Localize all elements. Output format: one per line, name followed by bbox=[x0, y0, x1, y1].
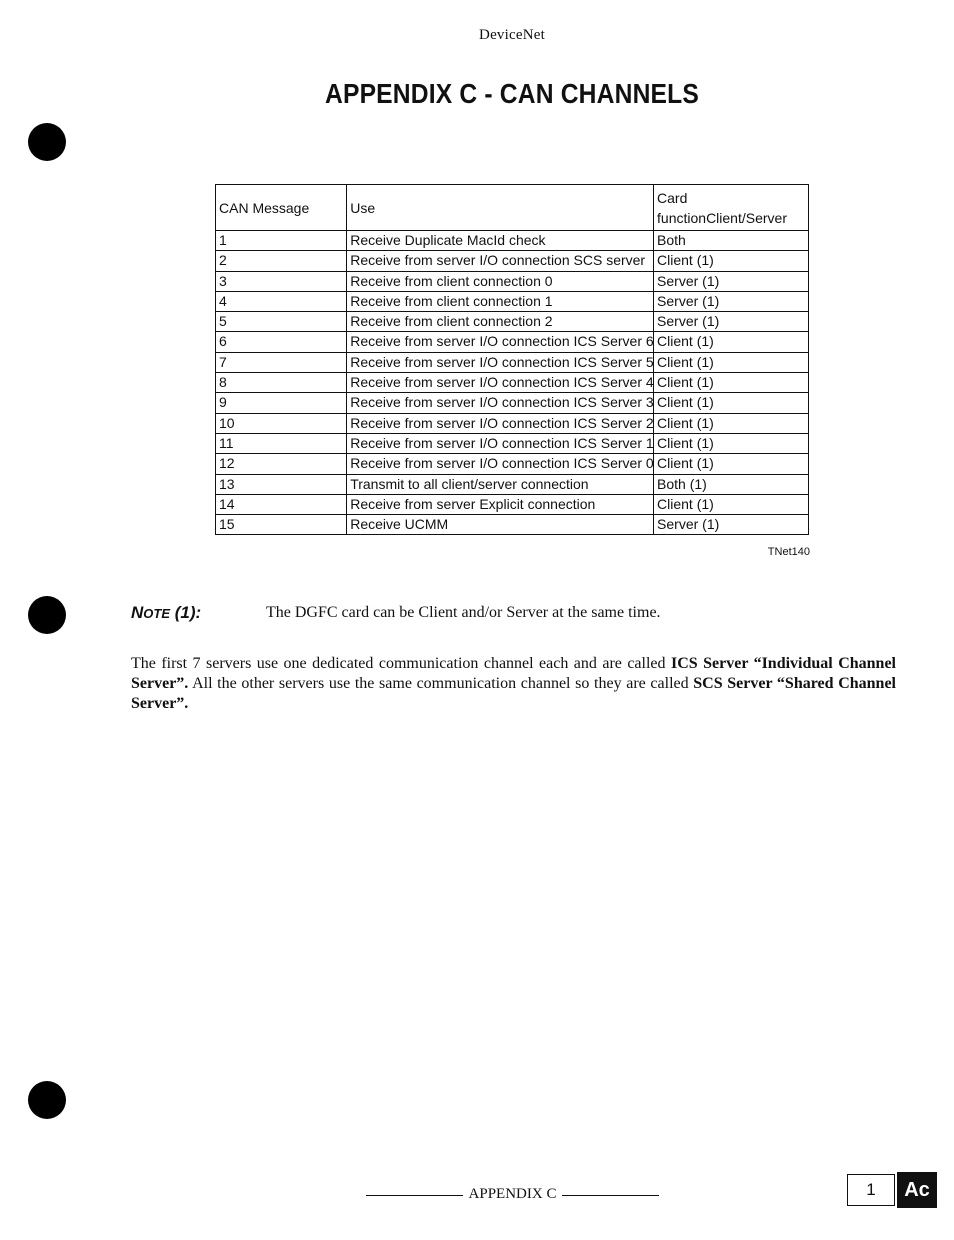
cell-card-function: Server (1) bbox=[654, 515, 809, 535]
cell-can-message: 12 bbox=[216, 454, 347, 474]
header-can-message: CAN Message bbox=[216, 185, 347, 231]
table-row bbox=[216, 413, 809, 433]
cell-use: Receive UCMM bbox=[347, 515, 654, 535]
table-row bbox=[216, 515, 809, 535]
cell-card-function: Client (1) bbox=[654, 251, 809, 271]
cell-use: Receive from server I/O connection ICS Server 1 bbox=[347, 433, 654, 453]
table-row bbox=[216, 454, 809, 474]
cell-use: Receive from server I/O connection ICS Server 3 bbox=[347, 393, 654, 413]
footer-rule-left bbox=[366, 1195, 463, 1196]
table-reference: TNet140 bbox=[767, 546, 810, 558]
cell-use: Receive from server I/O connection ICS Server 0 bbox=[347, 454, 654, 474]
cell-use: Transmit to all client/server connection bbox=[347, 474, 654, 494]
table-row bbox=[216, 494, 809, 514]
para-text-2: All the other servers use the same communication channel so they are called bbox=[188, 675, 694, 692]
cell-card-function: Client (1) bbox=[654, 413, 809, 433]
cell-can-message: 3 bbox=[216, 271, 347, 291]
cell-can-message: 15 bbox=[216, 515, 347, 535]
binder-hole-top bbox=[28, 123, 66, 161]
cell-card-function: Server (1) bbox=[654, 271, 809, 291]
note-label-suffix: (1): bbox=[170, 603, 202, 622]
table-row bbox=[216, 312, 809, 332]
cell-use: Receive from client connection 1 bbox=[347, 291, 654, 311]
table-row bbox=[216, 433, 809, 453]
cell-can-message: 6 bbox=[216, 332, 347, 352]
cell-use: Receive from server I/O connection ICS Server 6 bbox=[347, 332, 654, 352]
header-card-line2: functionClient/Server bbox=[657, 209, 787, 226]
cell-can-message: 2 bbox=[216, 251, 347, 271]
cell-card-function: Client (1) bbox=[654, 332, 809, 352]
cell-use: Receive from client connection 2 bbox=[347, 312, 654, 332]
header-use: Use bbox=[347, 185, 654, 231]
note-text: The DGFC card can be Client and/or Server at the same time. bbox=[266, 604, 661, 621]
cell-can-message: 4 bbox=[216, 291, 347, 311]
table-row bbox=[216, 291, 809, 311]
table-row bbox=[216, 474, 809, 494]
cell-use: Receive Duplicate MacId check bbox=[347, 231, 654, 251]
cell-use: Receive from server Explicit connection bbox=[347, 494, 654, 514]
table-body bbox=[216, 231, 809, 535]
cell-card-function: Client (1) bbox=[654, 352, 809, 372]
cell-use: Receive from server I/O connection ICS Server 4 bbox=[347, 373, 654, 393]
cell-use: Receive from server I/O connection ICS Server 2 bbox=[347, 413, 654, 433]
cell-card-function: Client (1) bbox=[654, 454, 809, 474]
cell-card-function: Server (1) bbox=[654, 312, 809, 332]
cell-card-function: Both bbox=[654, 231, 809, 251]
cell-can-message: 9 bbox=[216, 393, 347, 413]
cell-can-message: 13 bbox=[216, 474, 347, 494]
cell-can-message: 8 bbox=[216, 373, 347, 393]
cell-can-message: 7 bbox=[216, 352, 347, 372]
cell-card-function: Client (1) bbox=[654, 393, 809, 413]
table-row bbox=[216, 251, 809, 271]
page-title: APPENDIX C - CAN CHANNELS bbox=[324, 78, 700, 109]
cell-card-function: Both (1) bbox=[654, 474, 809, 494]
running-header: DeviceNet bbox=[479, 27, 545, 43]
cell-can-message: 10 bbox=[216, 413, 347, 433]
header-card-line1: Card bbox=[657, 189, 688, 206]
cell-can-message: 14 bbox=[216, 494, 347, 514]
cell-use: Receive from client connection 0 bbox=[347, 271, 654, 291]
cell-card-function: Client (1) bbox=[654, 433, 809, 453]
para-bold-ics: ICS Server “Individual Channel Server”. bbox=[131, 655, 896, 692]
table-row bbox=[216, 231, 809, 251]
cell-can-message: 5 bbox=[216, 312, 347, 332]
binder-hole-middle bbox=[28, 596, 66, 634]
header-card-function bbox=[654, 185, 809, 231]
cell-can-message: 1 bbox=[216, 231, 347, 251]
footer-rule-right bbox=[562, 1195, 659, 1196]
table-row bbox=[216, 332, 809, 352]
page-number: 1 bbox=[847, 1174, 895, 1206]
section-tab: Ac bbox=[897, 1172, 937, 1208]
table-row bbox=[216, 352, 809, 372]
footer bbox=[366, 1186, 659, 1203]
footer-label: APPENDIX C bbox=[468, 1186, 557, 1202]
body-paragraph bbox=[131, 654, 896, 714]
cell-card-function: Server (1) bbox=[654, 291, 809, 311]
cell-card-function: Client (1) bbox=[654, 494, 809, 514]
can-channels-table bbox=[215, 184, 809, 535]
table-row bbox=[216, 393, 809, 413]
para-bold-scs: SCS Server “Shared Channel Server”. bbox=[131, 675, 896, 712]
note-label-initial: N bbox=[131, 603, 144, 622]
table-row bbox=[216, 373, 809, 393]
note-label-smallcaps: OTE bbox=[143, 606, 171, 621]
cell-card-function: Client (1) bbox=[654, 373, 809, 393]
binder-hole-bottom bbox=[28, 1081, 66, 1119]
cell-use: Receive from server I/O connection SCS server bbox=[347, 251, 654, 271]
table-row bbox=[216, 271, 809, 291]
table-header-row bbox=[216, 185, 809, 231]
note-label bbox=[131, 603, 201, 623]
cell-use: Receive from server I/O connection ICS Server 5 bbox=[347, 352, 654, 372]
cell-can-message: 11 bbox=[216, 433, 347, 453]
para-text-1: The first 7 servers use one dedicated communication channel each and are called bbox=[131, 655, 671, 672]
